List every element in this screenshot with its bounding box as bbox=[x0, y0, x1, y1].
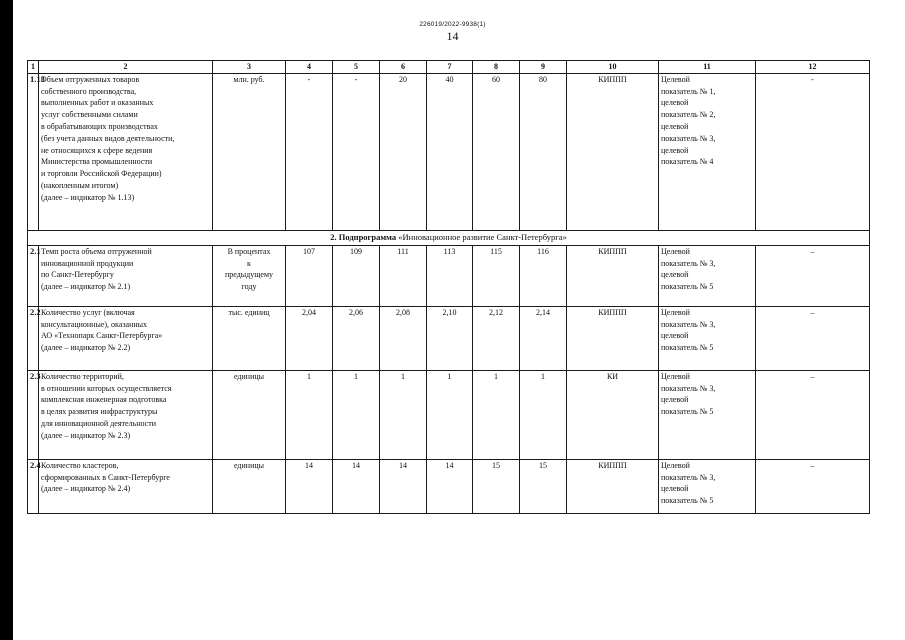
value-cell: 109 bbox=[333, 245, 380, 306]
value-cell: 1 bbox=[333, 370, 380, 459]
note-cell: – bbox=[756, 459, 870, 513]
indicator-name-line: собственного производства, bbox=[41, 86, 137, 96]
unit-cell bbox=[213, 306, 286, 370]
column-number-1: 1 bbox=[28, 61, 39, 74]
target-indicator-line: показатель № 5 bbox=[661, 496, 714, 506]
target-indicator-line: показатель № 2, bbox=[661, 110, 716, 120]
column-number-4: 4 bbox=[286, 61, 333, 74]
indicator-name-line: (далее – индикатор № 2.2) bbox=[41, 343, 131, 353]
row-number: 2.4 bbox=[28, 459, 39, 513]
value-cell: 2,10 bbox=[427, 306, 473, 370]
executor-cell: КИ bbox=[567, 370, 659, 459]
indicator-name-line: (далее – индикатор № 2.4) bbox=[41, 484, 131, 494]
indicator-name-line: сформированных в Санкт-Петербурге bbox=[41, 472, 170, 482]
target-indicator-line: Целевой bbox=[661, 246, 690, 256]
target-indicator-cell bbox=[659, 73, 756, 230]
indicator-name-line: Количество кластеров, bbox=[41, 460, 119, 470]
executor-cell: КИППП bbox=[567, 306, 659, 370]
unit-line: году bbox=[241, 282, 257, 292]
value-cell: 1 bbox=[427, 370, 473, 459]
target-indicator-line: показатель № 3, bbox=[661, 258, 716, 268]
target-indicator-line: показатель № 1, bbox=[661, 86, 716, 96]
subprogram-lead: 2. Подпрограмма bbox=[330, 231, 397, 242]
indicator-name-cell bbox=[39, 245, 213, 306]
column-number-7: 7 bbox=[427, 61, 473, 74]
unit-cell bbox=[213, 73, 286, 230]
unit-cell bbox=[213, 245, 286, 306]
value-cell: 115 bbox=[473, 245, 520, 306]
column-number-6: 6 bbox=[380, 61, 427, 74]
value-cell: 2,12 bbox=[473, 306, 520, 370]
subprogram-title: «Инновационное развитие Санкт-Петербурга» bbox=[398, 231, 567, 242]
target-indicator-line: показатель № 3, bbox=[661, 133, 716, 143]
column-number-2: 2 bbox=[39, 61, 213, 74]
executor-cell: КИППП bbox=[567, 245, 659, 306]
table-row bbox=[28, 459, 870, 513]
unit-cell bbox=[213, 459, 286, 513]
indicator-name-line: консультационные), оказанных bbox=[41, 319, 148, 329]
column-number-12: 12 bbox=[756, 61, 870, 74]
indicator-name-line: по Санкт-Петербургу bbox=[41, 270, 114, 280]
unit-line: тыс. единиц bbox=[228, 307, 270, 317]
value-cell: 1 bbox=[520, 370, 567, 459]
value-cell: 60 bbox=[473, 73, 520, 230]
value-cell: 1 bbox=[286, 370, 333, 459]
subprogram-title-cell bbox=[28, 230, 870, 245]
column-number-10: 10 bbox=[567, 61, 659, 74]
unit-line: В процентах bbox=[227, 246, 271, 256]
indicator-name-cell bbox=[39, 370, 213, 459]
value-cell: 2,14 bbox=[520, 306, 567, 370]
column-number-3: 3 bbox=[213, 61, 286, 74]
note-cell: – bbox=[756, 306, 870, 370]
target-indicator-line: показатель № 3, bbox=[661, 472, 716, 482]
indicators-table bbox=[27, 60, 870, 514]
value-cell: 15 bbox=[473, 459, 520, 513]
unit-cell bbox=[213, 370, 286, 459]
indicator-name-line: в целях развития инфраструктуры bbox=[41, 407, 158, 417]
value-cell: 1 bbox=[473, 370, 520, 459]
row-number: 2.1 bbox=[28, 245, 39, 306]
target-indicator-cell bbox=[659, 459, 756, 513]
target-indicator-line: целевой bbox=[661, 121, 689, 131]
target-indicator-line: Целевой bbox=[661, 307, 690, 317]
value-cell: 15 bbox=[520, 459, 567, 513]
table-body bbox=[28, 61, 870, 514]
target-indicator-line: целевой bbox=[661, 98, 689, 108]
note-cell: - bbox=[756, 73, 870, 230]
value-cell: 116 bbox=[520, 245, 567, 306]
table-row bbox=[28, 73, 870, 230]
indicator-name-cell bbox=[39, 73, 213, 230]
target-indicator-line: целевой bbox=[661, 484, 689, 494]
row-number: 2.3 bbox=[28, 370, 39, 459]
row-number: 1.13 bbox=[28, 73, 39, 230]
value-cell: 14 bbox=[333, 459, 380, 513]
indicator-name-line: Количество услуг (включая bbox=[41, 307, 135, 317]
target-indicator-line: показатель № 5 bbox=[661, 343, 714, 353]
indicator-name-line: комплексная инженерная подготовка bbox=[41, 395, 167, 405]
target-indicator-line: целевой bbox=[661, 395, 689, 405]
indicator-name-line: (далее – индикатор № 1.13) bbox=[41, 192, 135, 202]
value-cell: 80 bbox=[520, 73, 567, 230]
indicator-name-line: (далее – индикатор № 2.3) bbox=[41, 430, 131, 440]
target-indicator-cell bbox=[659, 370, 756, 459]
target-indicator-line: показатель № 3, bbox=[661, 319, 716, 329]
indicator-name-line: инновационной продукции bbox=[41, 258, 134, 268]
indicator-name-line: (накопленным итогом) bbox=[41, 180, 119, 190]
column-header-row bbox=[28, 61, 870, 74]
target-indicator-line: целевой bbox=[661, 145, 689, 155]
target-indicator-line: Целевой bbox=[661, 460, 690, 470]
executor-cell: КИППП bbox=[567, 459, 659, 513]
indicator-name-cell bbox=[39, 306, 213, 370]
row-number: 2.2 bbox=[28, 306, 39, 370]
table-row bbox=[28, 306, 870, 370]
page-number: 14 bbox=[446, 29, 459, 43]
table-row bbox=[28, 370, 870, 459]
indicator-name-line: не относящихся к сфере ведения bbox=[41, 145, 153, 155]
value-cell: 1 bbox=[380, 370, 427, 459]
indicator-name-line: Количество территорий, bbox=[41, 371, 124, 381]
column-number-11: 11 bbox=[659, 61, 756, 74]
scan-edge-bar bbox=[0, 0, 13, 640]
value-cell: 2,08 bbox=[380, 306, 427, 370]
subprogram-row bbox=[28, 230, 870, 245]
target-indicator-line: показатель № 5 bbox=[661, 282, 714, 292]
target-indicator-cell bbox=[659, 245, 756, 306]
value-cell: 107 bbox=[286, 245, 333, 306]
indicator-name-line: услуг собственными силами bbox=[41, 110, 138, 120]
value-cell: 113 bbox=[427, 245, 473, 306]
value-cell: 14 bbox=[380, 459, 427, 513]
target-indicator-line: показатель № 4 bbox=[661, 157, 714, 167]
indicator-name-line: Темп роста объема отгруженной bbox=[41, 246, 152, 256]
unit-line: единицы bbox=[233, 371, 264, 381]
value-cell: 2,04 bbox=[286, 306, 333, 370]
column-number-9: 9 bbox=[520, 61, 567, 74]
table-row bbox=[28, 245, 870, 306]
indicator-name-line: выполненных работ и оказанных bbox=[41, 98, 154, 108]
note-cell: – bbox=[756, 370, 870, 459]
indicator-name-line: (без учета данных видов деятельности, bbox=[41, 133, 175, 143]
indicator-name-line: (далее – индикатор № 2.1) bbox=[41, 282, 131, 292]
target-indicator-line: показатель № 3, bbox=[661, 383, 716, 393]
note-cell: – bbox=[756, 245, 870, 306]
value-cell: 14 bbox=[427, 459, 473, 513]
value-cell: 14 bbox=[286, 459, 333, 513]
indicator-name-line: в обрабатывающих производствах bbox=[41, 121, 158, 131]
target-indicator-line: Целевой bbox=[661, 371, 690, 381]
target-indicator-line: целевой bbox=[661, 331, 689, 341]
indicator-name-line: и торговли Российской Федерации) bbox=[41, 169, 162, 179]
value-cell: - bbox=[333, 73, 380, 230]
indicator-name-line: в отношении которых осуществляется bbox=[41, 383, 172, 393]
unit-line: единицы bbox=[233, 460, 264, 470]
value-cell: 111 bbox=[380, 245, 427, 306]
target-indicator-cell bbox=[659, 306, 756, 370]
document-id: 226019/2022-9938(1) bbox=[419, 21, 486, 28]
value-cell: 40 bbox=[427, 73, 473, 230]
indicator-name-cell bbox=[39, 459, 213, 513]
indicator-name-line: Министерства промышленности bbox=[41, 157, 153, 167]
unit-line: предыдущему bbox=[224, 270, 273, 280]
indicator-name-line: для инновационной деятельности bbox=[41, 418, 157, 428]
value-cell: 20 bbox=[380, 73, 427, 230]
unit-line: к bbox=[247, 258, 251, 268]
column-number-8: 8 bbox=[473, 61, 520, 74]
indicator-name-line: Объем отгруженных товаров bbox=[41, 74, 140, 84]
target-indicator-line: показатель № 5 bbox=[661, 407, 714, 417]
target-indicator-line: целевой bbox=[661, 270, 689, 280]
indicator-name-line: АО «Технопарк Санкт-Петербурга» bbox=[41, 331, 163, 341]
value-cell: - bbox=[286, 73, 333, 230]
target-indicator-line: Целевой bbox=[661, 74, 690, 84]
value-cell: 2,06 bbox=[333, 306, 380, 370]
unit-line: млн. руб. bbox=[233, 74, 265, 84]
executor-cell: КИППП bbox=[567, 73, 659, 230]
column-number-5: 5 bbox=[333, 61, 380, 74]
